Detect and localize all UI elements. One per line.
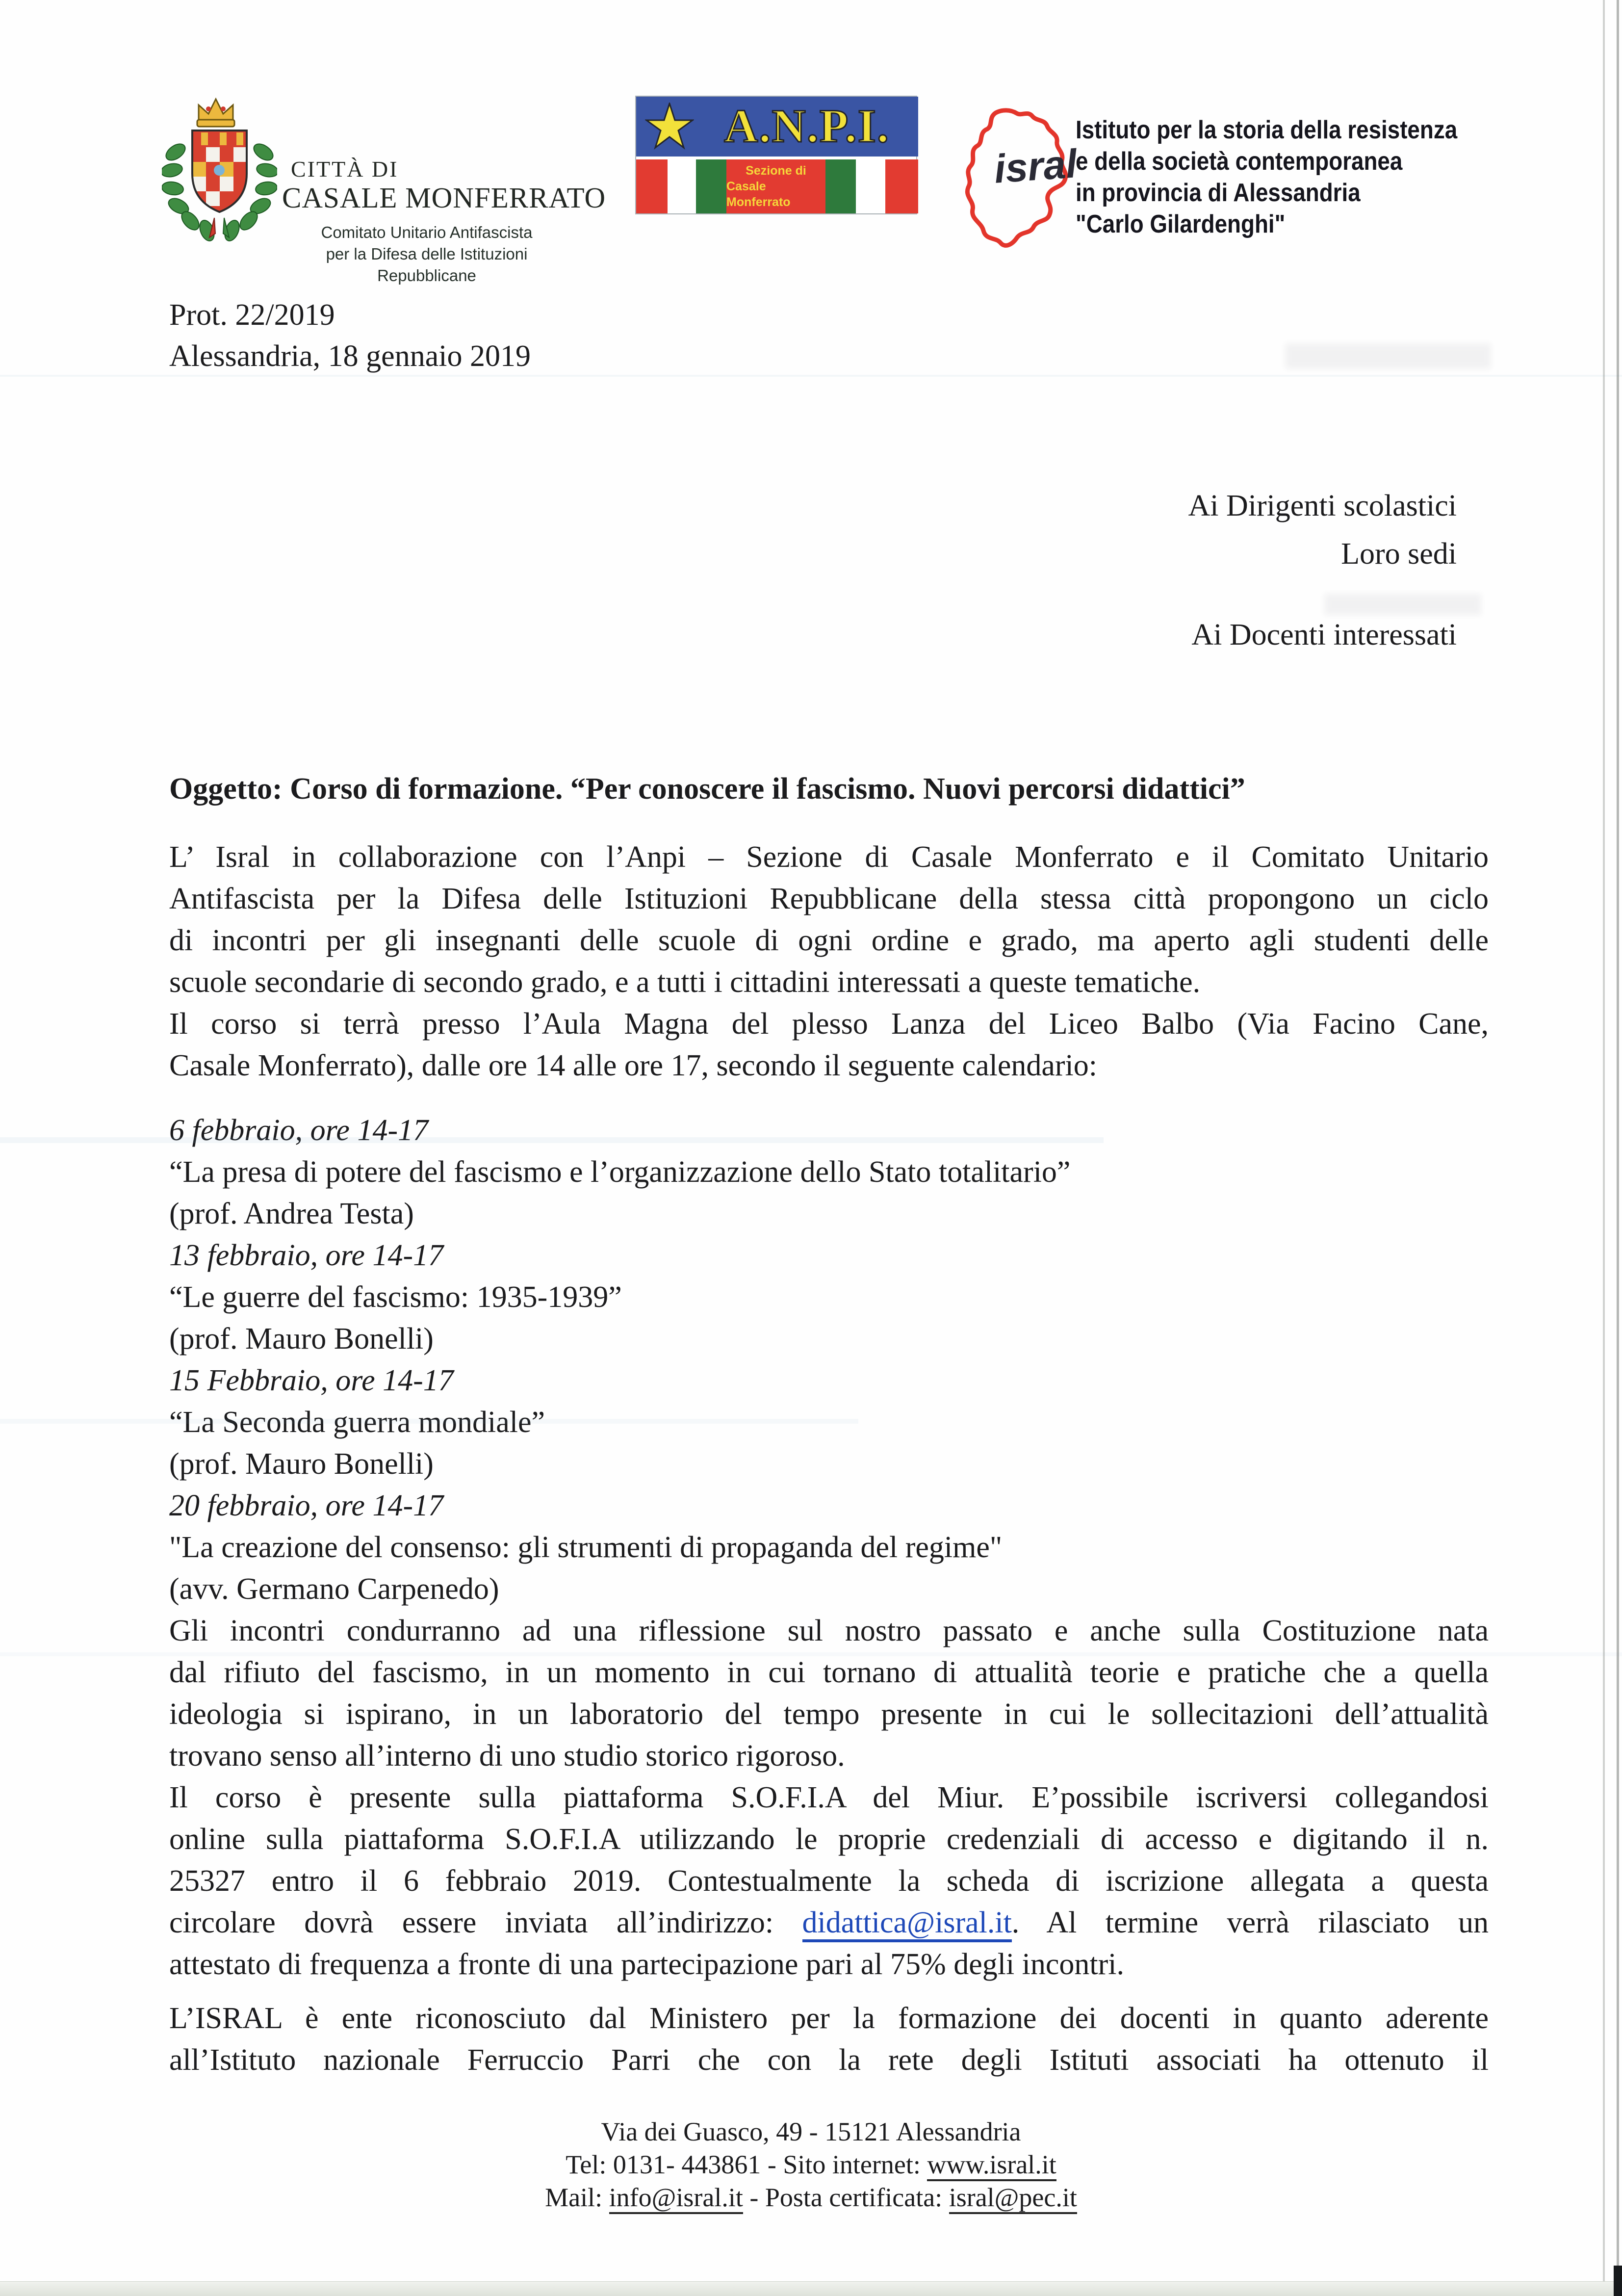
calendar-date: 20 febbraio, ore 14-17 — [169, 1489, 444, 1522]
paragraph-description — [169, 1610, 1489, 1985]
casale-committee-line1: Comitato Unitario Antifascista — [321, 223, 533, 241]
para1-line: L’ Isral in collaborazione con l’Anpi – Sezione di Casale Monferrato e il Comitato Unitario — [169, 840, 1489, 874]
isral-name-line1: Istituto per la storia della resistenza — [1076, 116, 1458, 144]
para3-line: online sulla piattaforma S.O.F.I.A utilizzando le proprie credenziali di accesso e digitando il n. — [169, 1823, 1489, 1856]
para3-line4-post: . Al termine verrà rilasciato un — [1011, 1906, 1489, 1939]
casale-name-label: CASALE MONFERRATO — [282, 182, 606, 214]
protocol-number: Prot. 22/2019 — [169, 298, 335, 332]
course-calendar — [169, 1110, 1489, 1610]
para4-line: all’Istituto nazionale Ferruccio Parri che con la rete degli Istituti associati ha ottenuto il — [169, 2043, 1489, 2077]
calendar-speaker: (prof. Mauro Bonelli) — [169, 1447, 434, 1481]
casale-committee-line2: per la Difesa delle Istituzioni Repubblicane — [326, 245, 528, 285]
anpi-logo — [635, 96, 917, 214]
paragraph-intro — [169, 836, 1489, 1087]
isral-name-line2: e della società contemporanea — [1076, 147, 1403, 176]
scan-corner-mark — [1614, 2266, 1622, 2296]
footer-phone-text: Tel: 0131- 443861 - Sito internet: — [566, 2150, 927, 2179]
para2-line: Gli incontri condurranno ad una riflessione sul nostro passato e anche sulla Costituzione nata — [169, 1614, 1489, 1647]
calendar-speaker: (prof. Mauro Bonelli) — [169, 1322, 434, 1356]
footer-website-link[interactable]: www.isral.it — [927, 2150, 1056, 2181]
casale-crest-icon — [162, 94, 277, 246]
calendar-date: 15 Febbraio, ore 14-17 — [169, 1364, 454, 1397]
para2-line: trovano senso all’interno di uno studio storico rigoroso. — [169, 1739, 845, 1773]
calendar-title: “Le guerre del fascismo: 1935-1939” — [169, 1280, 622, 1314]
anpi-section-line1: Sezione di — [746, 164, 806, 178]
calendar-date: 6 febbraio, ore 14-17 — [169, 1114, 429, 1147]
footer-pec-link[interactable]: isral@pec.it — [949, 2183, 1077, 2214]
calendar-title: “La presa di potere del fascismo e l’organizzazione dello Stato totalitario” — [169, 1155, 1071, 1189]
recipient-line-docenti: Ai Docenti interessati — [1191, 618, 1457, 652]
footer-pec-text: - Posta certificata: — [743, 2183, 949, 2212]
paragraph-isral-recognition — [169, 1998, 1489, 2081]
anpi-section-line2: Casale Monferrato — [726, 180, 791, 209]
anpi-section-box — [726, 159, 825, 213]
recipient-line-dirigenti: Ai Dirigenti scolastici — [1188, 489, 1457, 522]
isral-logo-text: isral — [992, 141, 1079, 192]
para4-line: L’ISRAL è ente riconosciuto dal Ministero per la formazione dei docenti in quanto aderente — [169, 2002, 1489, 2035]
para1-line: di incontri per gli insegnanti delle scuole di ogni ordine e grado, ma aperto agli studenti delle — [169, 924, 1489, 957]
scan-bleedthrough — [1324, 594, 1481, 615]
isral-logo — [949, 101, 1538, 258]
footer-mail-text: Mail: — [545, 2183, 609, 2212]
subject-line: Oggetto: Corso di formazione. “Per conoscere il fascismo. Nuovi percorsi didattici” — [169, 772, 1245, 806]
para3-line: Il corso è presente sulla piattaforma S.O.F.I.A del Miur. E’possibile iscriversi collegandosi — [169, 1781, 1489, 1814]
para2-line: ideologia si ispirano, in un laboratorio del tempo presente in cui le sollecitazioni dell’attualità — [169, 1697, 1489, 1731]
para3-line4-pre: circolare dovrà essere inviata all’indirizzo: — [169, 1906, 802, 1939]
anpi-acronym: A.N.P.I. — [724, 100, 890, 152]
place-date: Alessandria, 18 gennaio 2019 — [169, 339, 531, 373]
flag-stripe-green — [696, 159, 726, 213]
flag-stripe-red — [636, 159, 668, 213]
scan-bottom-edge — [0, 2281, 1622, 2296]
footer-mail-line — [0, 2181, 1622, 2214]
para1-line: Antifascista per la Difesa delle Istituzioni Repubblicane della stessa città propongono un ciclo — [169, 882, 1489, 915]
para3-line-with-link — [169, 1902, 1489, 1944]
calendar-speaker: (prof. Andrea Testa) — [169, 1197, 414, 1230]
para3-line: attestato di frequenza a fronte di una partecipazione pari al 75% degli incontri. — [169, 1948, 1125, 1981]
anpi-blue-band — [636, 97, 918, 157]
footer-address: Via dei Guasco, 49 - 15121 Alessandria — [601, 2117, 1021, 2146]
calendar-title: “La Seconda guerra mondiale” — [169, 1406, 545, 1439]
didattica-email-link[interactable]: didattica@isral.it — [802, 1906, 1012, 1942]
para1-line: Casale Monferrato), dalle ore 14 alle ore 17, secondo il seguente calendario: — [169, 1049, 1097, 1082]
recipient-line-sedi: Loro sedi — [1341, 537, 1457, 571]
footer-email-link[interactable]: info@isral.it — [609, 2183, 743, 2214]
calendar-title: "La creazione del consenso: gli strumenti di propaganda del regime" — [169, 1531, 1003, 1564]
scan-edge-shadow — [1603, 0, 1605, 2296]
letter-footer — [0, 2115, 1622, 2214]
anpi-flag-stripes — [636, 159, 918, 213]
isral-name-line4: "Carlo Gilardenghi" — [1076, 210, 1286, 238]
flag-stripe-green — [825, 159, 856, 213]
casale-monferrato-logo — [162, 94, 606, 285]
isral-name-line3: in provincia di Alessandria — [1076, 179, 1361, 207]
para3-line: 25327 entro il 6 febbraio 2019. Contestualmente la scheda di iscrizione allegata a questa — [169, 1864, 1489, 1898]
calendar-speaker: (avv. Germano Carpenedo) — [169, 1572, 499, 1606]
scan-edge-shadow — [1617, 0, 1619, 2296]
casale-city-label: CITTÀ DI — [291, 157, 399, 182]
para2-line: dal rifiuto del fascismo, in un momento in cui tornano di attualità teorie e pratiche che a quella — [169, 1656, 1489, 1689]
anpi-star-icon — [645, 103, 694, 152]
calendar-date: 13 febbraio, ore 14-17 — [169, 1239, 444, 1272]
flag-stripe-red — [885, 159, 918, 213]
para1-line: Il corso si terrà presso l’Aula Magna del plesso Lanza del Liceo Balbo (Via Facino Cane, — [169, 1007, 1489, 1041]
footer-phone-line — [0, 2148, 1622, 2181]
para1-line: scuole secondarie di secondo grado, e a tutti i cittadini interessati a queste tematiche. — [169, 965, 1201, 999]
